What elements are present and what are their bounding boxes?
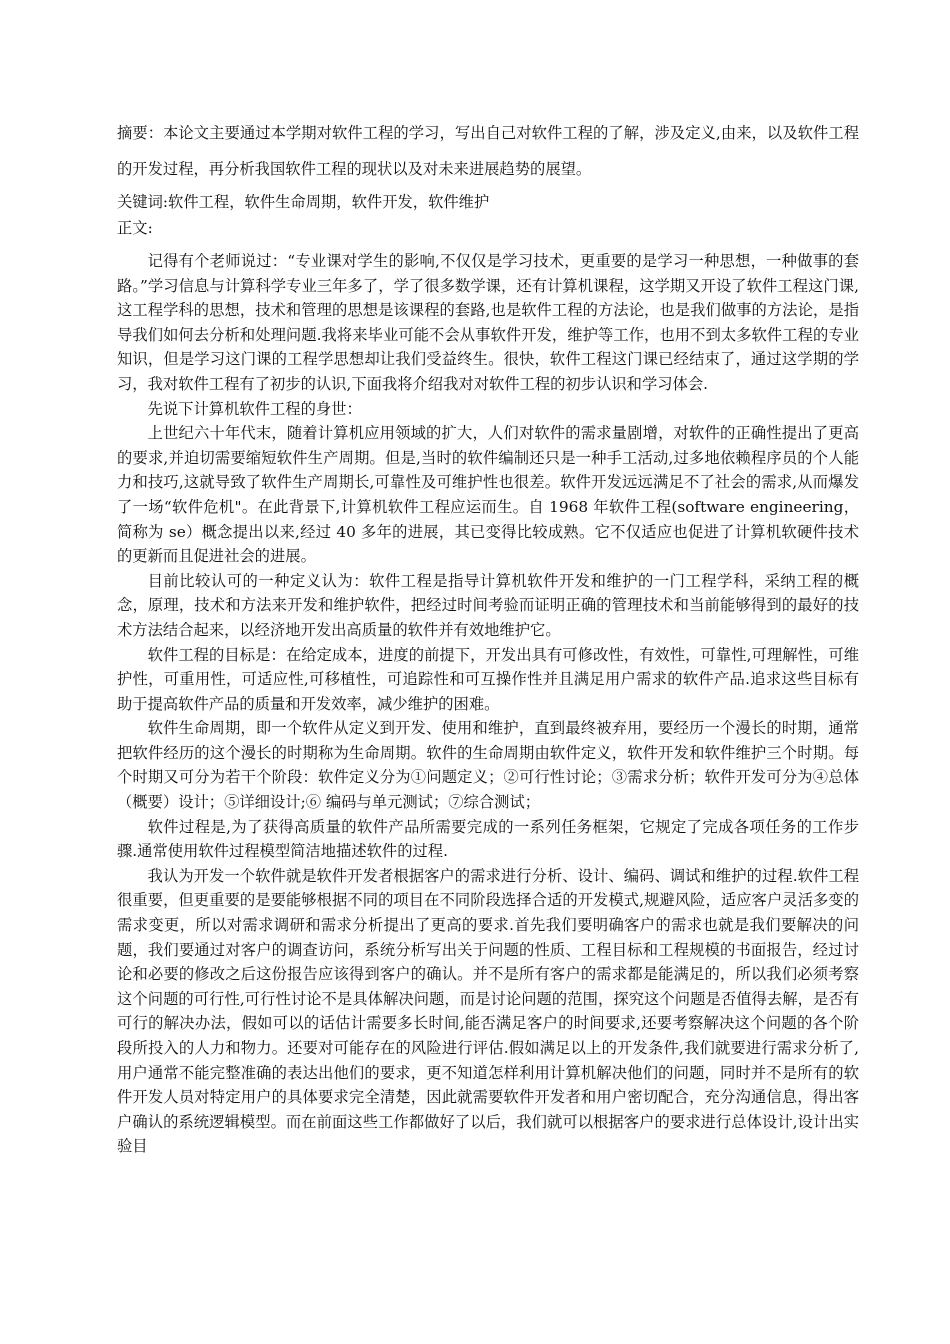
paragraph-lifecycle: 软件生命周期，即一个软件从定义到开发、使用和维护，直到最终被弃用，要经历一个漫长的时期，通常把软件经历的这个漫长的时期称为生命周期。软件的生命周期由软件定义，软件开发和软件维护三个时期。每个时期又可分为若干个阶段：软件定义分为①问题定义；②可行性讨论；③需求分析；软件开发可分为④总体（概要）设计；⑤详细设计;⑥ 编码与单元测试；⑦综合测试； <box>117 719 859 812</box>
document-body <box>117 115 859 1159</box>
paragraph-goals: 软件工程的目标是：在给定成本，进度的前提下，开发出具有可修改性，有效性，可靠性,可理解性，可维护性，可重用性，可适应性,可移植性，可追踪性和可互操作性并且满足用户需求的软件产品.追求这些目标有助于提高软件产品的质量和开发效率，减少维护的困难。 <box>117 645 859 713</box>
body-heading: 正文: <box>117 219 153 237</box>
paragraph-intro: 记得有个老师说过：“专业课对学生的影响,不仅仅是学习技术，更重要的是学习一种思想，一种做事的套路。”学习信息与计算科学专业三年多了，学了很多数学课，还有计算机课程，这学期又开设了软件工程这门课,这工程学科的思想，技术和管理的思想是该课程的套路,也是软件工程的方法论，也是我们做事的方法论，是指导我们如何去分析和处理问题.我将来毕业可能不会从事软件开发，维护等工作，也用不到太多软件工程的专业知识，但是学习这门课的工程学思想却让我们受益终生。很快，软件工程这门课已经结束了，通过这学期的学习，我对软件工程有了初步的认识,下面我将介绍我对对软件工程的初步认识和学习体会. <box>117 252 859 393</box>
paragraph-history-heading: 先说下计算机软件工程的身世： <box>147 399 362 418</box>
paragraph-process: 软件过程是,为了获得高质量的软件产品所需要完成的一系列任务框架，它规定了完成各项任务的工作步骤.通常使用软件过程模型简洁地描述软件的过程. <box>117 817 859 861</box>
paragraph-history: 上世纪六十年代末，随着计算机应用领域的扩大，人们对软件的需求量剧增，对软件的正确性提出了更高的要求,并迫切需要缩短软件生产周期。但是,当时的软件编制还只是一种手工活动,过多地依赖程序员的个人能力和技巧,这就导致了软件生产周期长,可靠性及可维护性也很差。软件开发远远满足不了社会的需求,从而爆发了一场“软件危机"。在此背景下,计算机软件工程应运而生。自 1968 年软件工程(software engineering，简称为 se）概念提出以来,经过 40 多年的进展，其已变得比较成熟。它不仅适应也促进了计算机软硬件技术的更新而且促进社会的进展。 <box>117 424 859 566</box>
paragraph-opinion: 我认为开发一个软件就是软件开发者根据客户的需求进行分析、设计、编码、调试和维护的过程.软件工程很重要，但更重要的是要能够根据不同的项目在不同阶段选择合适的开发模式,规避风险，适应客户灵活多变的需求变更，所以对需求调研和需求分析提出了更高的要求.首先我们要明确客户的需求也就是我们要解决的问题，我们要通过对客户的调查访问，系统分析写出关于问题的性质、工程目标和工程规模的书面报告，经过讨论和必要的修改之后这份报告应该得到客户的确认。并不是所有客户的需求都是能满足的，所以我们必须考察这个问题的可行性,可行性讨论不是具体解决问题，而是讨论问题的范围，探究这个问题是否值得去解，是否有可行的解决办法，假如可以的话估计需要多长时间,能否满足客户的时间要求,还要考察解决这个问题的各个阶段所投入的人力和物力。还要对可能存在的风险进行评估.假如满足以上的开发条件,我们就要进行需求分析了,用户通常不能完整准确的表达出他们的要求，更不知道怎样利用计算机解决他们的问题，同时并不是所有的软件开发人员对特定用户的具体要求完全清楚，因此就需要软件开发者和用户密切配合，充分沟通信息，得出客户确认的系统逻辑模型。而在前面这些工作都做好了以后，我们就可以根据客户的要求进行总体设计,设计出实验目 <box>117 866 859 1156</box>
paragraph-definition: 目前比较认可的一种定义认为：软件工程是指导计算机软件开发和维护的一门工程学科，采纳工程的概念，原理，技术和方法来开发和维护软件，把经过时间考验而证明正确的管理技术和当前能够得到的最好的技术方法结合起来，以经济地开发出高质量的软件并有效地维护它。 <box>117 571 859 639</box>
abstract-paragraph: 摘要：本论文主要通过本学期对软件工程的学习，写出自己对软件工程的了解，涉及定义,由来，以及软件工程的开发过程，再分析我国软件工程的现状以及对未来进展趋势的展望。 <box>117 124 859 178</box>
keywords-line: 关键词:软件工程，软件生命周期，软件开发，软件维护 <box>117 193 490 211</box>
body-paragraphs <box>117 249 859 1159</box>
